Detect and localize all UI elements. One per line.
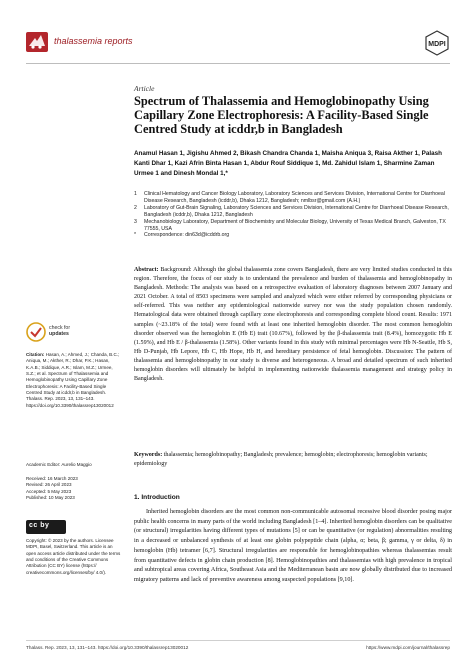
affiliation-number: 1 xyxy=(134,191,137,197)
affiliation-item xyxy=(134,205,452,219)
academic-editor: Academic Editor: Aurelio Maggio xyxy=(26,462,92,467)
affiliation-text: Laboratory of Gut-Brain Signaling, Laboratory Sciences and Services Division, International Centre for Diarrhoeal Disease Research, Bangladesh (icddr,b), Dhaka 1212, Bangladesh xyxy=(144,204,449,218)
footer-citation[interactable]: Thalass. Rep. 2023, 13, 131–143. https://doi.org/10.3390/thalassrep13020012 xyxy=(26,645,189,650)
affiliation-text: Mechanobiology Laboratory, Department of Biochemistry and Molecular Biology, University of Texas Medical Branch, Galveston, TX 77555, USA xyxy=(144,218,446,232)
header-divider xyxy=(26,63,450,64)
mdpi-logo-icon[interactable] xyxy=(424,30,450,56)
affiliation-number: 2 xyxy=(134,204,137,211)
cc-license-label: cc by xyxy=(29,522,50,529)
accepted-date: Accepted: 5 May 2023 xyxy=(26,488,72,494)
cc-license-icon[interactable] xyxy=(26,520,66,534)
published-date: Published: 10 May 2023 xyxy=(26,495,75,501)
article-type: Article xyxy=(134,84,155,93)
journal-header xyxy=(26,30,450,64)
check-for-updates-text xyxy=(49,325,70,338)
journal-name[interactable]: thalassemia reports xyxy=(54,36,133,46)
citation-block xyxy=(26,352,122,409)
affiliation-text: Clinical Hematology and Cancer Biology Laboratory, Laboratory Sciences and Services Division, International Centre for Diarrhoeal Disease Research, Bangladesh (icddr,b), Dhaka 1212, Bangladesh; nmlbsr@gmail.com (A.H.) xyxy=(144,191,445,204)
affiliation-item xyxy=(134,191,452,205)
updates-line-2: updates xyxy=(49,331,69,338)
keywords-text: thalassemia; hemoglobinopathy; Bangladesh; prevalence; hemoglobin; electrophoresis; hemoglobin variants; epidemiology xyxy=(134,452,428,468)
footer-divider xyxy=(26,640,450,641)
check-for-updates-icon xyxy=(26,322,46,342)
affiliation-item xyxy=(134,219,452,233)
introduction-text: Inherited hemoglobin disorders are the most common non-communicable autosomal recessive blood disorder posing major public health concerns in many parts of the world including Bangladesh [1–4]. Inherited hemoglobin disorders can be qualitative (or structural) irregularities having different types of mutations [5] or can be quantitative (or regulation) abnormalities resulting in a decreased or unbalanced synthesis of at least one globin polypeptide chain (alpha, α; beta, β; gamma, γ or delta, δ) in hemoglobin (Hb) tetramer [6,7]. Structural irregularities are responsible for hemoglobinopathies whereas thalassemias result from quantitative defects in globin chain production [8]. Hemoglobinopathies and thalassemias with high prevalence in tropical and subtropical areas covering Africa, Southeast Asia and the Mediterranean basin are now globally distributed due to increased migratory patterns and lack of preventive awareness among suspected populations [9,10]. xyxy=(134,509,452,583)
journal-logo-icon xyxy=(26,32,48,52)
section-heading: 1. Introduction xyxy=(134,494,180,501)
citation-label: Citation: xyxy=(26,352,45,357)
keywords xyxy=(134,451,452,469)
received-date: Received: 16 March 2023 xyxy=(26,476,78,481)
keywords-label: Keywords: xyxy=(134,452,163,458)
revised-date: Revised: 26 April 2023 xyxy=(26,482,72,488)
article-title: Spectrum of Thalassemia and Hemoglobinopathy Using Capillary Zone Electrophoresis: A Facility-Based Single Centred Study at icddr,b in Bangladesh xyxy=(134,94,429,136)
affiliation-item xyxy=(134,232,452,239)
affiliation-number: 3 xyxy=(134,218,137,225)
affiliation-list xyxy=(134,191,452,239)
abstract-text: Background: Although the global thalassemia zone covers Bangladesh, there are very limited studies conducted in this region. Therefore, the focus of our study is to understand the prevalence and burden of thalassemia and hemoglobinopathy in Bangladesh. Methods: The analysis was based on a retrospective evaluation of laboratory diagnoses between 2007 January and 2021 October. A total of 8503 specimens were sampled and analyzed which were either referred by corresponding physicians or self-referred. This was neither any epidemiological nationwide survey nor was the study population chosen randomly. Hematological data were obtained through capillary zone electrophoresis and corresponding complete blood count. Results: 1971 samples (~23.18% of the total) were found with at least one inherited hemoglobin disorder. The most common hemoglobin disorder observed was the hemoglobin E (Hb E) trait (10.67%), followed by the β-thalassemia trait (8.4%), homozygotic Hb E (1.59%), and Hb E / β-thalassemia (1.58%). Other variants found in this study with minimal percentages were Hb N-Seattle, Hb S, Hb D-Punjab, Hb Lepore, Hb C, Hb Hope, Hb H, and hereditary persistence of fetal hemoglobin. Discussion: The pattern of thalassemia and hemoglobinopathy in our study is diverse and heterogeneous. A broad and detailed spectrum of such inherited hemoglobin disorders will ultimately be helpful in implementing nationwide thalassemia management and strategy policy in Bangladesh. xyxy=(134,267,452,383)
correspondence-email[interactable]: Correspondence: din63d@icddrb.org xyxy=(144,232,230,239)
author-list: Anamul Hasan 1, Jigishu Ahmed 2, Bikash Chandra Chanda 1, Maisha Aniqua 3, Raisa Akther 1, Palash Kanti Dhar 1, Kazi Afrin Binta Hasan 1, Abdur Rouf Siddique 1, Md. Zahidul Islam 1, Sharmine Zaman Urmee 1 and Dinesh Mondal 1,* xyxy=(134,150,442,178)
citation-text: Hasan, A.; Ahmed, J.; Chanda, B.C.; Aniqua, M.; Akther, R.; Dhar, P.K.; Hasan, K.A.B.; Siddique, A.R.; Islam, M.Z.; Urmee, S.Z.; et al. Spectrum of Thalassemia and Hemoglobinopathy Using Capillary Zone Electrophoresis: A Facility-Based Single Centred Study at icddr,b in Bangladesh. Thalass. Rep. 2023, 13, 131–143. https://doi.org/10.3390/thalassrep13020012 xyxy=(26,352,120,408)
copyright-notice: Copyright: © 2023 by the authors. Licensee MDPI, Basel, Switzerland. This article is an open access article distributed under the terms and conditions of the Creative Commons Attribution (CC BY) license (https:// creativecommons.org/licenses/by/ 4.0/). xyxy=(26,538,121,575)
svg-text:MDPI: MDPI xyxy=(428,41,446,48)
abstract-label: Abstract: xyxy=(134,267,159,273)
updates-line-1: check for xyxy=(49,325,71,331)
footer-journal-link[interactable]: https://www.mdpi.com/journal/thalassrep xyxy=(366,645,450,650)
affiliation-number: * xyxy=(134,232,137,239)
check-for-updates-badge[interactable] xyxy=(26,322,86,344)
abstract xyxy=(134,266,452,384)
publication-dates xyxy=(26,476,122,501)
